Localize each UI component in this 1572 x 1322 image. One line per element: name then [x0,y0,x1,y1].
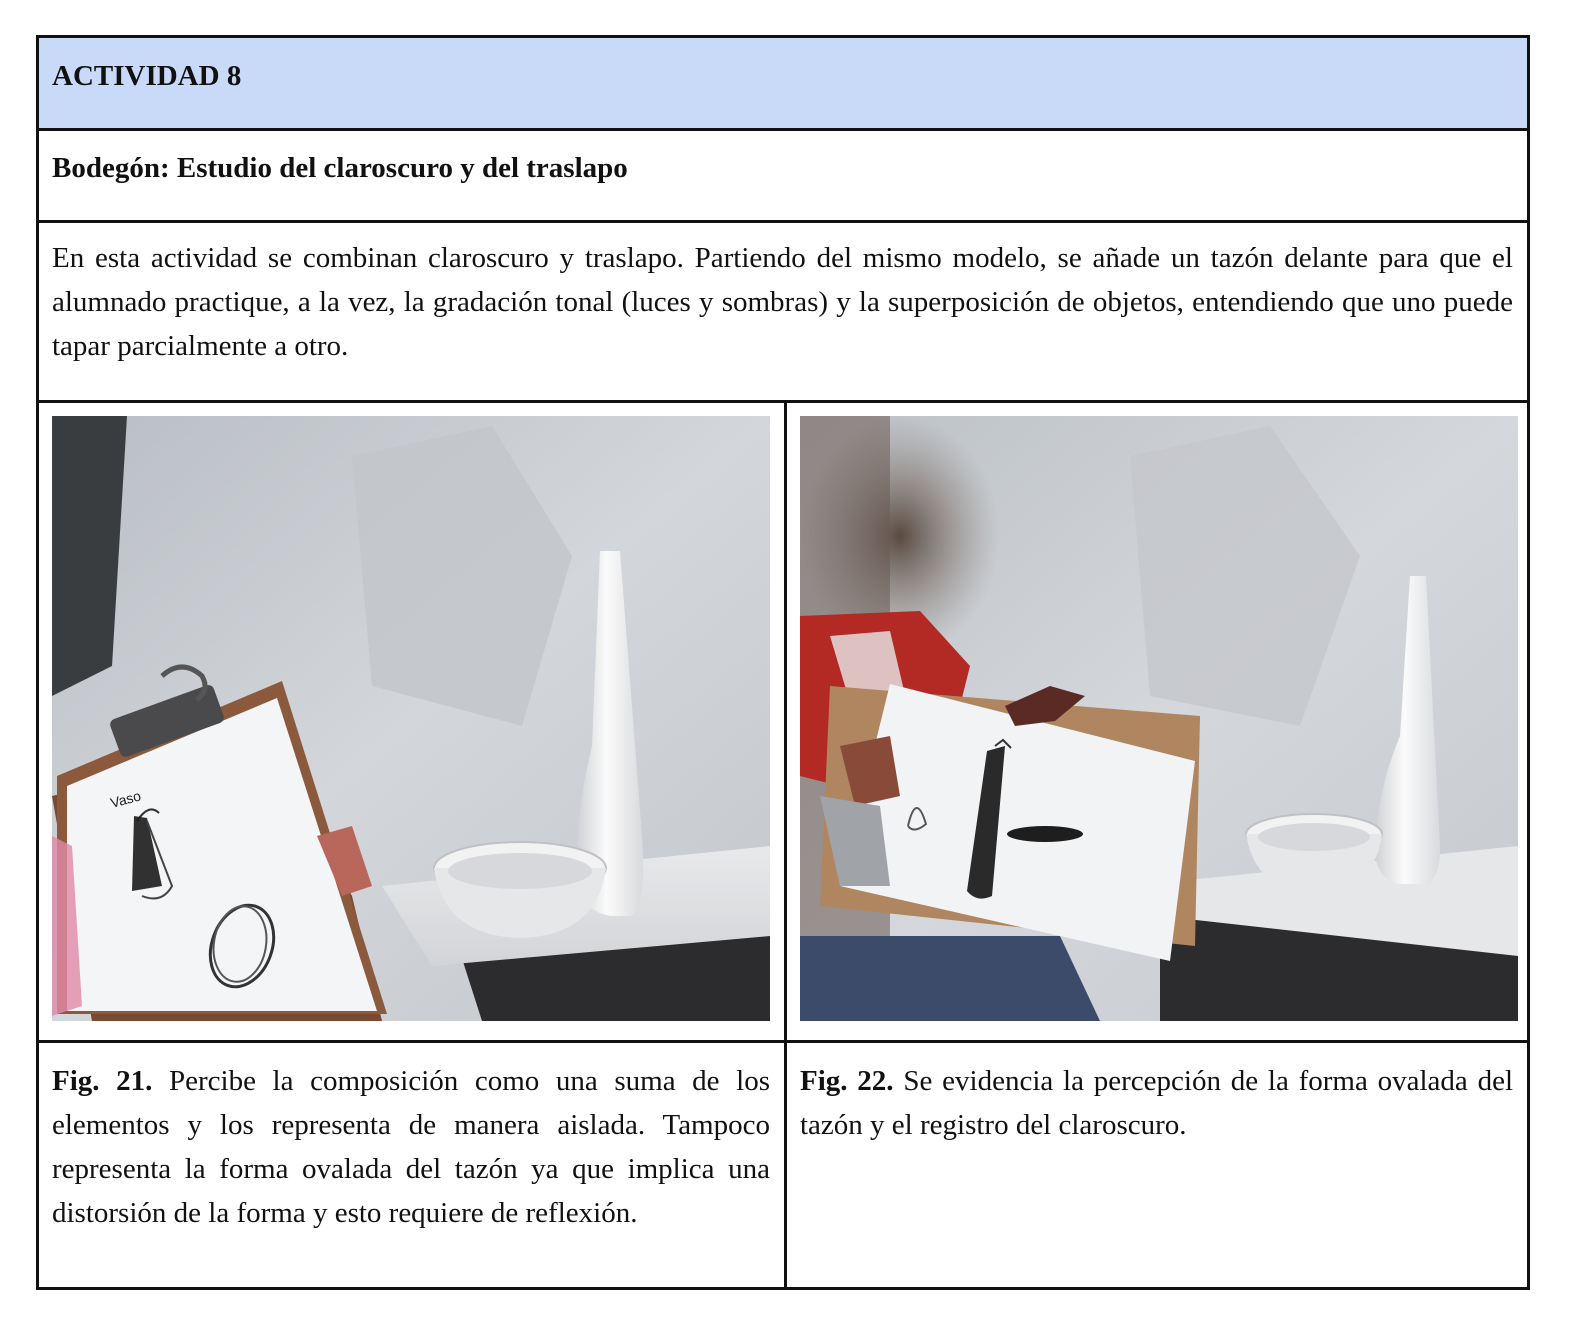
figure-21-caption-cell [39,1043,784,1287]
header-row [39,38,1527,131]
figure-22-caption-cell [787,1043,1527,1287]
figure-22-caption [800,1059,1513,1147]
figure-21-photo-cell [39,403,784,1040]
subtitle-row [39,131,1527,223]
figure-21-caption [52,1059,770,1235]
figure-21-photo [52,416,770,1021]
figure-21-caption-text: Percibe la composición como una suma de los elementos y los representa de manera aislada. Tampoco representa la forma ovalada del tazón ya que implica una distorsión de la forma y esto requiere de reflexión. [52,1065,770,1229]
activity-title: ACTIVIDAD 8 [52,60,242,92]
figure-22-caption-text: Se evidencia la percepción de la forma ovalada del tazón y el registro del claroscuro. [800,1065,1514,1141]
activity-description: En esta actividad se combinan claroscuro y traslapo. Partiendo del mismo modelo, se añade un tazón delante para que el alumnado practique, a la vez, la gradación tonal (luces y sombras) y la superposición de objetos, entendiendo que uno puede tapar parcialmente a otro. [52,242,1513,362]
figure-21-drawing-label: Vaso [108,787,143,811]
figure-22-photo-cell [787,403,1527,1040]
activity-subtitle: Bodegón: Estudio del claroscuro y del traslapo [52,152,628,184]
figure-22-label: Fig. 22. [800,1065,894,1097]
captions-row [39,1043,1527,1287]
description-row [39,223,1527,403]
figure-21-label: Fig. 21. [52,1065,153,1097]
figure-22-photo [800,416,1518,1021]
photos-row [39,403,1527,1043]
activity-table [36,35,1530,1290]
